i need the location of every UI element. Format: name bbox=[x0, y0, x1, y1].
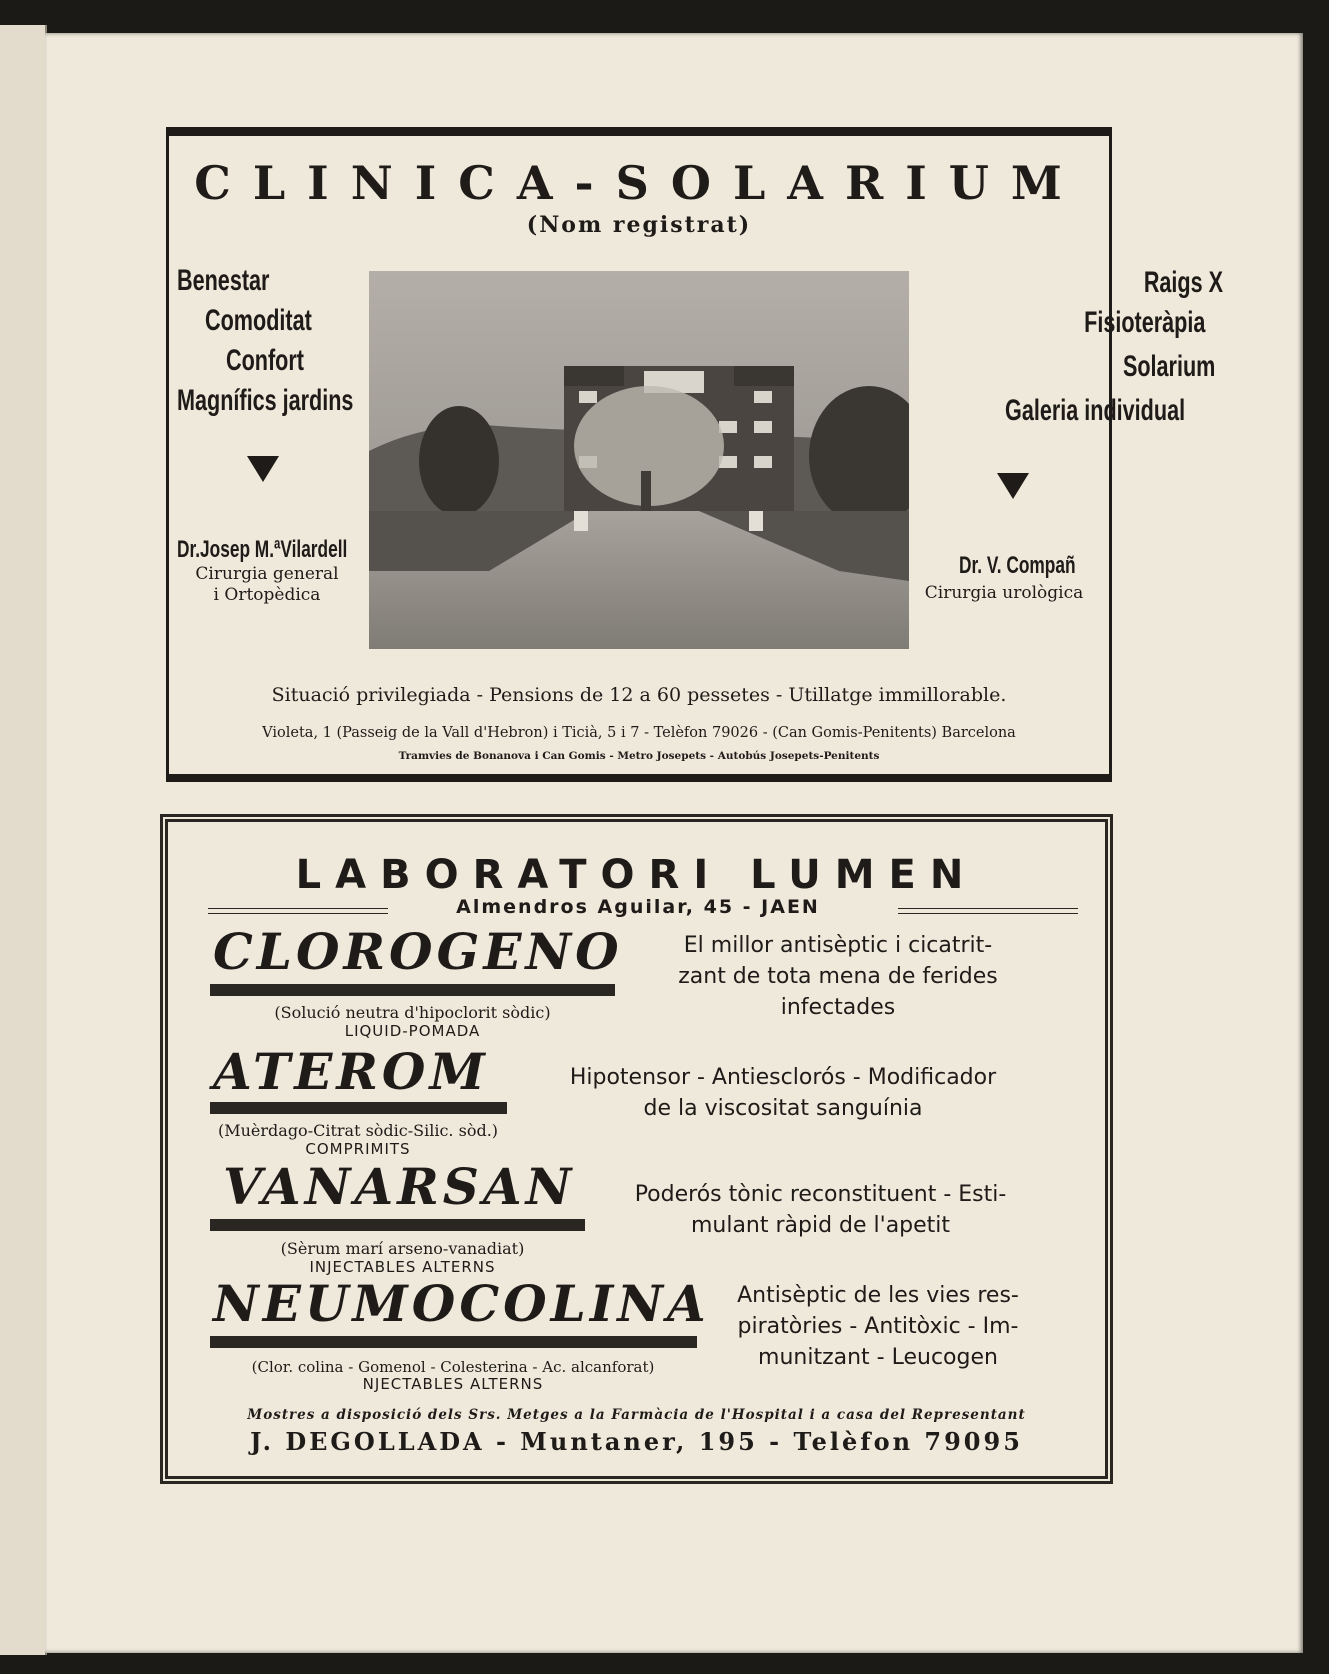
product-form: NJECTABLES ALTERNS bbox=[362, 1375, 544, 1393]
product-form: LIQUID-POMADA bbox=[344, 1022, 481, 1040]
product-description bbox=[703, 1280, 1053, 1373]
clinic-pricing-line: Situació privilegiada - Pensions de 12 a 60 pessetes - Utillatge immillorable. bbox=[271, 684, 1007, 706]
doctor-left-role-2: i Ortopèdica bbox=[213, 585, 321, 605]
product-form: INJECTABLES ALTERNS bbox=[309, 1258, 496, 1276]
feature-confort: Confort bbox=[226, 344, 304, 377]
divider bbox=[208, 908, 388, 914]
product-description-line: de la viscositat sanguínia bbox=[643, 1096, 923, 1121]
down-triangle-icon bbox=[997, 473, 1029, 499]
product-description-line: piratòries - Antitòxic - Im- bbox=[737, 1314, 1019, 1339]
product-underline bbox=[210, 1102, 507, 1114]
doctor-left-name: Dr.Josep M.ªVilardell bbox=[177, 536, 348, 563]
lab-address: Almendros Aguilar, 45 - JAEN bbox=[456, 896, 820, 918]
product-description-line: infectades bbox=[780, 995, 896, 1020]
product-name-neumocolina: NEUMOCOLINA bbox=[213, 1274, 710, 1333]
feature-jardins: Magnífics jardins bbox=[177, 384, 354, 417]
clinic-title: CLINICA-SOLARIUM bbox=[194, 156, 1084, 210]
product-description-line: Hipotensor - Antiesclorós - Modificador bbox=[569, 1065, 997, 1090]
product-description-line: Poderós tònic reconstituent - Esti- bbox=[634, 1182, 1007, 1207]
lab-representative: J. DEGOLLADA - Muntaner, 195 - Telèfon 79095 bbox=[250, 1427, 1023, 1456]
feature-galeria: Galeria individual bbox=[1004, 394, 1185, 427]
clinic-building-photo bbox=[369, 271, 909, 649]
product-description bbox=[598, 1179, 1043, 1241]
product-underline bbox=[210, 984, 615, 996]
clinica-solarium-ad bbox=[166, 127, 1223, 782]
clinic-transport-line: Tramvies de Bonanova i Can Gomis - Metro Josepets - Autobús Josepets-Penitents bbox=[398, 750, 880, 762]
product-name-aterom: ATEROM bbox=[213, 1042, 489, 1101]
product-underline bbox=[210, 1336, 697, 1348]
feature-fisioterapia: Fisioteràpia bbox=[1083, 306, 1205, 339]
feature-benestar: Benestar bbox=[177, 264, 270, 297]
product-formula: (Clor. colina - Gomenol - Colesterina - Ac. alcanforat) bbox=[251, 1358, 655, 1376]
product-description bbox=[523, 1062, 1043, 1124]
product-formula: (Sèrum marí arseno-vanadiat) bbox=[280, 1239, 525, 1258]
product-description-line: Antisèptic de les vies res- bbox=[737, 1283, 1019, 1308]
product-name-vanarsan: VANARSAN bbox=[223, 1157, 576, 1216]
product-description-line: munitzant - Leucogen bbox=[758, 1345, 998, 1370]
product-formula: (Muèrdago-Citrat sòdic-Silic. sòd.) bbox=[217, 1121, 499, 1140]
laboratori-lumen-ad bbox=[160, 814, 1113, 1484]
clinic-subtitle: (Nom registrat) bbox=[526, 212, 752, 238]
product-description-line: zant de tota mena de ferides bbox=[678, 964, 998, 989]
doctor-left-role-1: Cirurgia general bbox=[195, 564, 339, 584]
clinic-address-line: Violeta, 1 (Passeig de la Vall d'Hebron) i Ticià, 5 i 7 - Telèfon 79026 - (Can Gomis-Penitents) Barcelona bbox=[262, 725, 1016, 741]
down-triangle-icon bbox=[247, 456, 279, 482]
product-name-clorogeno: CLOROGENO bbox=[213, 922, 623, 981]
product-form: COMPRIMITS bbox=[305, 1140, 411, 1158]
doctor-right-role: Cirurgia urològica bbox=[924, 583, 1084, 603]
product-underline bbox=[210, 1219, 585, 1231]
doctor-right-name: Dr. V. Compañ bbox=[959, 552, 1076, 579]
product-description-line: El millor antisèptic i cicatrit- bbox=[683, 933, 993, 958]
feature-raigs-x: Raigs X bbox=[1143, 266, 1223, 299]
feature-comoditat: Comoditat bbox=[205, 304, 312, 337]
product-description bbox=[623, 930, 1053, 1023]
feature-solarium: Solarium bbox=[1122, 350, 1215, 383]
lab-footer-note: Mostres a disposició dels Srs. Metges a la Farmàcia de l'Hospital i a casa del Representant bbox=[247, 1407, 1026, 1423]
product-description-line: mulant ràpid de l'apetit bbox=[690, 1213, 951, 1238]
divider bbox=[898, 908, 1078, 914]
product-formula: (Solució neutra d'hipoclorit sòdic) bbox=[274, 1003, 551, 1022]
lab-title: LABORATORI LUMEN bbox=[295, 852, 978, 898]
previous-page-edge bbox=[0, 25, 47, 1655]
